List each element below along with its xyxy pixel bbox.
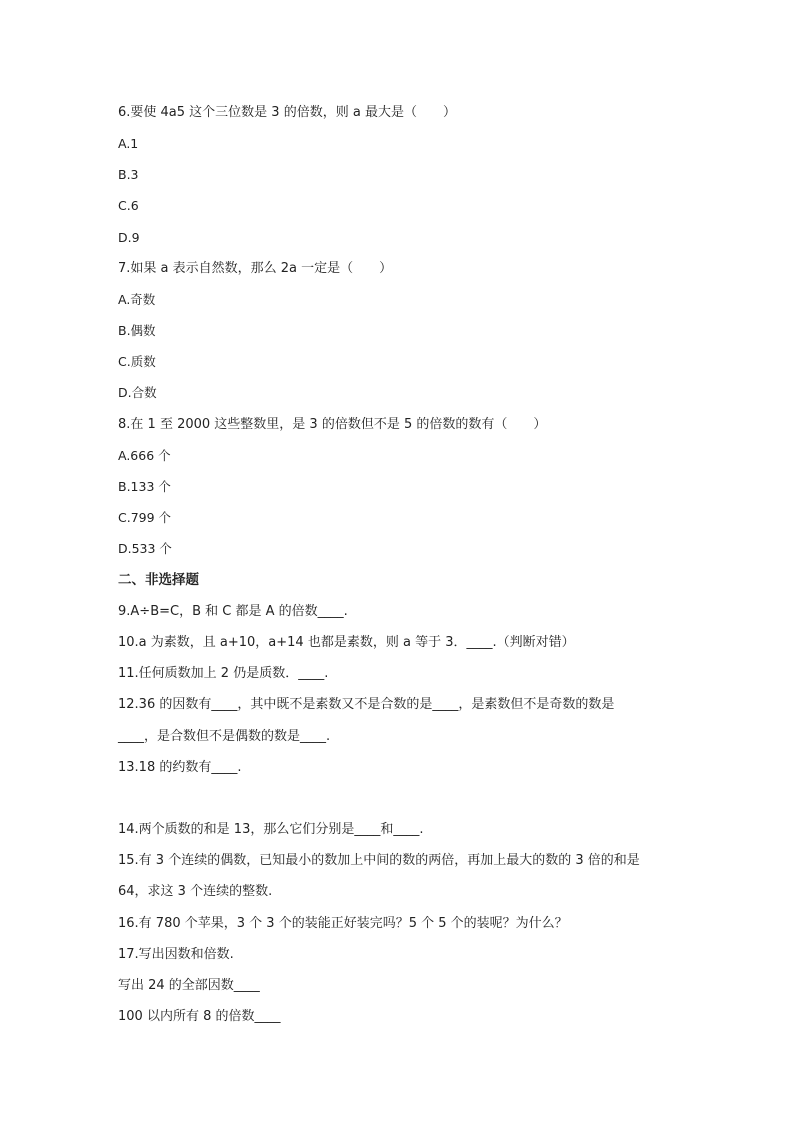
question-7-option-a: A.奇数 bbox=[118, 292, 156, 307]
question-10: 10.a 为素数，且 a+10，a+14 也都是素数，则 a 等于 3．____.（判断对错） bbox=[118, 635, 575, 650]
question-8-option-b: B.133 个 bbox=[118, 479, 171, 494]
question-7-option-c: C.质数 bbox=[118, 354, 156, 369]
question-8-option-c: C.799 个 bbox=[118, 510, 172, 525]
question-8-stem: 8.在 1 至 2000 这些整数里，是 3 的倍数但不是 5 的倍数的数有（ ） bbox=[118, 417, 547, 432]
question-6-option-c: C.6 bbox=[118, 198, 139, 213]
question-11: 11.任何质数加上 2 仍是质数．____. bbox=[118, 666, 329, 681]
question-17-part-b: 100 以内所有 8 的倍数____ bbox=[118, 1009, 281, 1024]
question-6-option-a: A.1 bbox=[118, 136, 139, 151]
question-7-stem: 7.如果 a 表示自然数，那么 2a 一定是（ ） bbox=[118, 261, 393, 276]
question-6-option-b: B.3 bbox=[118, 167, 139, 182]
question-14: 14.两个质数的和是 13，那么它们分别是____和____. bbox=[118, 822, 424, 837]
question-13: 13.18 的约数有____. bbox=[118, 760, 242, 775]
question-7-option-b: B.偶数 bbox=[118, 323, 156, 338]
question-17: 17.写出因数和倍数. bbox=[118, 947, 234, 962]
question-12-line-1: 12.36 的因数有____，其中既不是素数又不是合数的是____，是素数但不是奇数的数是 bbox=[118, 697, 615, 712]
question-9: 9.A÷B=C，B 和 C 都是 A 的倍数____. bbox=[118, 604, 348, 619]
question-6-stem: 6.要使 4a5 这个三位数是 3 的倍数，则 a 最大是（ ） bbox=[118, 105, 456, 120]
question-7-option-d: D.合数 bbox=[118, 385, 157, 400]
question-6-option-d: D.9 bbox=[118, 230, 140, 245]
question-12-line-2: ____，是合数但不是偶数的数是____. bbox=[118, 729, 331, 744]
question-8-option-a: A.666 个 bbox=[118, 448, 171, 463]
question-15-line-2: 64，求这 3 个连续的整数. bbox=[118, 884, 273, 899]
question-16: 16.有 780 个苹果，3 个 3 个的装能正好装完吗？5 个 5 个的装呢？为什么？ bbox=[118, 916, 568, 931]
question-8-option-d: D.533 个 bbox=[118, 541, 172, 556]
section-title: 二、非选择题 bbox=[118, 572, 199, 588]
question-15-line-1: 15.有 3 个连续的偶数，已知最小的数加上中间的数的两倍，再加上最大的数的 3 倍的和是 bbox=[118, 853, 640, 868]
question-17-part-a: 写出 24 的全部因数____ bbox=[118, 978, 260, 993]
